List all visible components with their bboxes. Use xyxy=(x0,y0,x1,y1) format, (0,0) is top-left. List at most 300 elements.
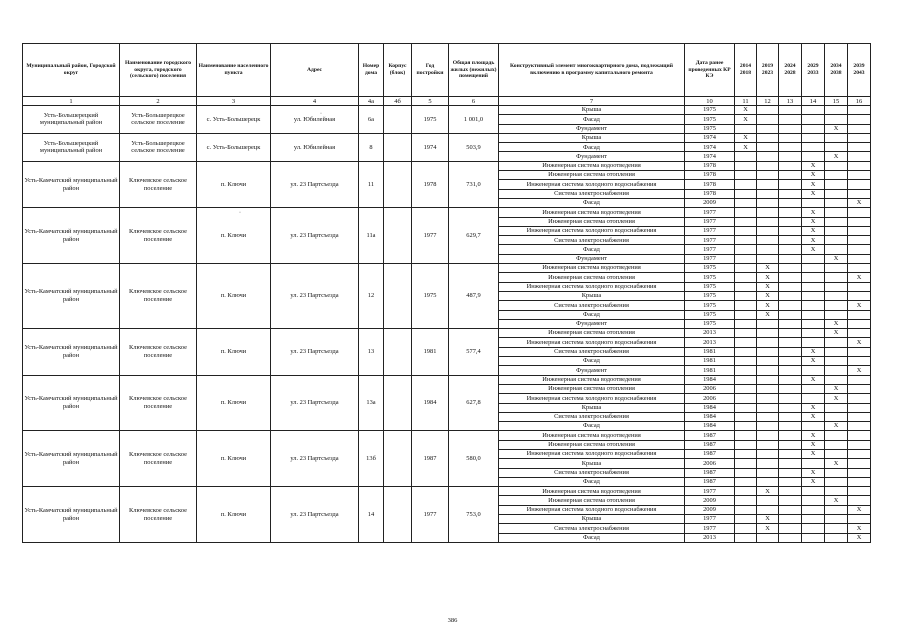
column-number: 4а xyxy=(359,97,384,106)
repair-period-mark: X xyxy=(802,431,825,440)
repair-period-cell xyxy=(848,468,871,477)
repair-period-cell xyxy=(779,403,802,412)
repair-period-cell xyxy=(757,245,779,254)
header-settlement: Наименование городского округа, городского (сельского) поселения xyxy=(120,44,197,97)
address-cell: ул. 23 Партсъезда xyxy=(271,329,359,375)
repair-period-cell xyxy=(779,468,802,477)
repair-period-cell xyxy=(825,273,848,282)
repair-period-cell xyxy=(757,115,779,124)
repair-period-mark: X xyxy=(802,226,825,235)
year-built-cell: 1981 xyxy=(412,329,449,375)
column-number: 11 xyxy=(735,97,757,106)
block-cell xyxy=(384,375,412,431)
district-cell: Усть-Большерецкий муниципальный район xyxy=(23,106,120,134)
repair-period-cell xyxy=(757,124,779,133)
repair-period-mark: X xyxy=(848,533,871,542)
repair-period-cell xyxy=(848,236,871,245)
repair-period-cell xyxy=(848,217,871,226)
repair-period-mark: X xyxy=(757,310,779,319)
previous-repair-date-cell: 2006 xyxy=(685,384,735,393)
repair-period-cell xyxy=(825,236,848,245)
previous-repair-date-cell: 1977 xyxy=(685,487,735,496)
repair-period-cell xyxy=(825,366,848,375)
repair-period-mark: X xyxy=(848,198,871,207)
address-cell: ул. Юбилейная xyxy=(271,133,359,161)
structural-element-cell: Система электроснабжения xyxy=(499,189,685,198)
repair-period-cell xyxy=(848,440,871,449)
structural-element-cell: Инженерная система холодного водоснабжения xyxy=(499,394,685,403)
previous-repair-date-cell: 1974 xyxy=(685,152,735,161)
structural-element-cell: Инженерная система отопления xyxy=(499,273,685,282)
repair-period-mark: X xyxy=(757,515,779,524)
repair-period-cell xyxy=(779,449,802,458)
table-row xyxy=(23,375,871,384)
repair-period-cell xyxy=(825,440,848,449)
repair-period-cell xyxy=(757,198,779,207)
repair-period-cell xyxy=(735,161,757,170)
repair-period-cell xyxy=(848,477,871,486)
repair-period-cell xyxy=(757,329,779,338)
repair-period-mark: X xyxy=(757,264,779,273)
repair-period-cell xyxy=(848,384,871,393)
address-cell: ул. 23 Партсъезда xyxy=(271,431,359,487)
structural-element-cell: Крыша xyxy=(499,106,685,115)
repair-period-cell xyxy=(735,301,757,310)
structural-element-cell: Фасад xyxy=(499,115,685,124)
repair-period-cell xyxy=(802,384,825,393)
repair-period-cell xyxy=(848,394,871,403)
repair-period-mark: X xyxy=(757,273,779,282)
structural-element-cell: Фасад xyxy=(499,310,685,319)
repair-period-cell xyxy=(779,477,802,486)
structural-element-cell: Инженерная система холодного водоснабжения xyxy=(499,449,685,458)
structural-element-cell: Инженерная система холодного водоснабжения xyxy=(499,282,685,291)
repair-period-mark: X xyxy=(825,254,848,263)
repair-period-cell xyxy=(779,106,802,115)
repair-period-mark: X xyxy=(802,357,825,366)
repair-period-mark: X xyxy=(757,487,779,496)
repair-period-cell xyxy=(848,422,871,431)
repair-period-cell xyxy=(825,208,848,217)
settlement-cell: Ключевское сельское поселение xyxy=(120,329,197,375)
repair-period-cell xyxy=(825,338,848,347)
structural-element-cell: Система электроснабжения xyxy=(499,468,685,477)
district-cell: Усть-Большерецкий муниципальный район xyxy=(23,133,120,161)
year-built-cell: 1978 xyxy=(412,161,449,207)
column-number: 4б xyxy=(384,97,412,106)
previous-repair-date-cell: 1981 xyxy=(685,366,735,375)
repair-period-cell xyxy=(848,357,871,366)
repair-period-mark: X xyxy=(735,133,757,142)
repair-period-cell xyxy=(735,282,757,291)
repair-period-cell xyxy=(825,468,848,477)
previous-repair-date-cell: 1987 xyxy=(685,440,735,449)
repair-period-cell xyxy=(848,291,871,300)
previous-repair-date-cell: 1978 xyxy=(685,180,735,189)
repair-period-mark: X xyxy=(825,496,848,505)
previous-repair-date-cell: 2009 xyxy=(685,198,735,207)
structural-element-cell: Инженерная система холодного водоснабжения xyxy=(499,338,685,347)
previous-repair-date-cell: 1981 xyxy=(685,347,735,356)
previous-repair-date-cell: 1975 xyxy=(685,319,735,328)
column-number: 6 xyxy=(449,97,499,106)
repair-period-cell xyxy=(735,533,757,542)
repair-period-cell xyxy=(779,440,802,449)
year-built-cell: 1975 xyxy=(412,106,449,134)
header-period-2034-2038: 2034 2038 xyxy=(825,44,848,97)
previous-repair-date-cell: 1977 xyxy=(685,236,735,245)
header-period-2019-2023: 2019 2023 xyxy=(757,44,779,97)
repair-period-cell xyxy=(757,394,779,403)
repair-period-cell xyxy=(802,115,825,124)
locality-cell: п. Ключи xyxy=(197,329,271,375)
structural-element-cell: Фасад xyxy=(499,143,685,152)
repair-period-cell xyxy=(779,115,802,124)
repair-period-cell xyxy=(802,329,825,338)
previous-repair-date-cell: 1984 xyxy=(685,403,735,412)
header-address: Адрес xyxy=(271,44,359,97)
repair-period-cell xyxy=(779,152,802,161)
repair-period-cell xyxy=(735,171,757,180)
repair-period-cell xyxy=(735,254,757,263)
repair-period-cell xyxy=(825,143,848,152)
repair-period-mark: X xyxy=(802,440,825,449)
structural-element-cell: Инженерная система водоотведения xyxy=(499,487,685,496)
locality-cell: с. Усть-Большерецк xyxy=(197,133,271,161)
column-number: 14 xyxy=(802,97,825,106)
previous-repair-date-cell: 1974 xyxy=(685,143,735,152)
repair-period-cell xyxy=(779,171,802,180)
previous-repair-date-cell: 1987 xyxy=(685,468,735,477)
repair-period-cell xyxy=(757,366,779,375)
repair-period-cell xyxy=(735,273,757,282)
previous-repair-date-cell: 1987 xyxy=(685,449,735,458)
structural-element-cell: Система электроснабжения xyxy=(499,524,685,533)
repair-period-cell xyxy=(757,375,779,384)
repair-period-cell xyxy=(802,505,825,514)
settlement-cell: Ключевское сельское поселение xyxy=(120,161,197,207)
repair-period-cell xyxy=(757,189,779,198)
repair-period-cell xyxy=(735,431,757,440)
repair-period-mark: X xyxy=(825,384,848,393)
repair-period-cell xyxy=(848,375,871,384)
repair-period-cell xyxy=(757,133,779,142)
repair-period-mark: X xyxy=(825,319,848,328)
repair-period-mark: X xyxy=(802,245,825,254)
repair-period-cell xyxy=(735,468,757,477)
repair-period-mark: X xyxy=(802,412,825,421)
repair-period-cell xyxy=(825,198,848,207)
structural-element-cell: Инженерная система водоотведения xyxy=(499,161,685,170)
repair-period-cell xyxy=(735,319,757,328)
header-year-built: Год постройки xyxy=(412,44,449,97)
repair-period-cell xyxy=(848,496,871,505)
repair-period-mark: X xyxy=(802,347,825,356)
repair-period-mark: X xyxy=(848,273,871,282)
page-number: 386 xyxy=(447,617,458,624)
repair-period-mark: X xyxy=(848,301,871,310)
table-row xyxy=(23,133,871,142)
table-row xyxy=(23,264,871,273)
locality-cell: п. Ключи xyxy=(197,161,271,207)
column-number: 1 xyxy=(23,97,120,106)
repair-period-cell xyxy=(757,217,779,226)
previous-repair-date-cell: 1978 xyxy=(685,171,735,180)
repair-period-cell xyxy=(825,505,848,514)
repair-period-cell xyxy=(735,217,757,226)
settlement-cell: Ключевское сельское поселение xyxy=(120,375,197,431)
area-cell: 731,0 xyxy=(449,161,499,207)
repair-period-cell xyxy=(779,505,802,514)
district-cell: Усть-Камчатский муниципальный район xyxy=(23,329,120,375)
structural-element-cell: Фундамент xyxy=(499,254,685,263)
repair-period-cell xyxy=(735,338,757,347)
previous-repair-date-cell: 1974 xyxy=(685,133,735,142)
repair-period-cell xyxy=(735,291,757,300)
capital-repair-table xyxy=(22,43,871,543)
repair-period-cell xyxy=(779,431,802,440)
column-number: 12 xyxy=(757,97,779,106)
repair-period-cell xyxy=(735,366,757,375)
repair-period-cell xyxy=(779,161,802,170)
previous-repair-date-cell: 1987 xyxy=(685,477,735,486)
repair-period-cell xyxy=(735,394,757,403)
repair-period-cell xyxy=(757,412,779,421)
address-cell: ул. 23 Партсъезда xyxy=(271,487,359,543)
repair-period-cell xyxy=(802,301,825,310)
repair-period-cell xyxy=(848,431,871,440)
repair-period-cell xyxy=(802,394,825,403)
structural-element-cell: Инженерная система холодного водоснабжения xyxy=(499,180,685,189)
repair-period-cell xyxy=(825,180,848,189)
repair-period-cell xyxy=(825,431,848,440)
repair-period-cell xyxy=(825,133,848,142)
repair-period-cell xyxy=(825,226,848,235)
repair-period-cell xyxy=(779,394,802,403)
repair-period-mark: X xyxy=(802,236,825,245)
repair-period-cell xyxy=(735,375,757,384)
repair-period-cell xyxy=(848,515,871,524)
repair-period-cell xyxy=(735,329,757,338)
repair-period-cell xyxy=(848,133,871,142)
repair-period-cell xyxy=(802,310,825,319)
structural-element-cell: Фасад xyxy=(499,245,685,254)
repair-period-mark: X xyxy=(802,217,825,226)
repair-period-cell xyxy=(848,180,871,189)
address-cell: ул. 23 Партсъезда xyxy=(271,208,359,264)
previous-repair-date-cell: 1984 xyxy=(685,412,735,421)
settlement-cell: Усть-Большерецкое сельское поселение xyxy=(120,106,197,134)
repair-period-cell xyxy=(825,245,848,254)
previous-repair-date-cell: 1975 xyxy=(685,291,735,300)
repair-period-cell xyxy=(735,236,757,245)
repair-period-cell xyxy=(757,143,779,152)
repair-period-cell xyxy=(757,236,779,245)
repair-period-cell xyxy=(802,282,825,291)
structural-element-cell: Инженерная система отопления xyxy=(499,329,685,338)
structural-element-cell: Система электроснабжения xyxy=(499,301,685,310)
structural-element-cell: Инженерная система отопления xyxy=(499,171,685,180)
repair-period-cell xyxy=(757,347,779,356)
block-cell xyxy=(384,133,412,161)
header-previous-repair-date: Дата ранее проведенных КР КЭ xyxy=(685,44,735,97)
repair-period-cell xyxy=(757,505,779,514)
repair-period-cell xyxy=(735,422,757,431)
year-built-cell: 1977 xyxy=(412,208,449,264)
column-number: 15 xyxy=(825,97,848,106)
structural-element-cell: Система электроснабжения xyxy=(499,412,685,421)
repair-period-mark: X xyxy=(757,291,779,300)
area-cell: 627,8 xyxy=(449,375,499,431)
repair-period-cell xyxy=(802,496,825,505)
repair-period-cell xyxy=(779,310,802,319)
repair-period-cell xyxy=(757,468,779,477)
repair-period-cell xyxy=(735,152,757,161)
repair-period-cell xyxy=(825,301,848,310)
repair-period-cell xyxy=(825,487,848,496)
scan-speck: · xyxy=(239,210,241,216)
header-period-2039-2043: 2039 2043 xyxy=(848,44,871,97)
repair-period-cell xyxy=(825,515,848,524)
repair-period-cell xyxy=(802,143,825,152)
repair-period-cell xyxy=(848,254,871,263)
repair-period-cell xyxy=(735,487,757,496)
repair-period-cell xyxy=(825,403,848,412)
header-district: Муниципальный район, Городской округ xyxy=(23,44,120,97)
previous-repair-date-cell: 1977 xyxy=(685,245,735,254)
repair-period-cell xyxy=(848,412,871,421)
locality-cell: с. Усть-Большерецк xyxy=(197,106,271,134)
header-locality: Наименование населенного пункта xyxy=(197,44,271,97)
repair-period-cell xyxy=(735,440,757,449)
block-cell xyxy=(384,264,412,329)
locality-cell: п. Ключи xyxy=(197,375,271,431)
previous-repair-date-cell: 1975 xyxy=(685,124,735,133)
repair-period-cell xyxy=(735,124,757,133)
repair-period-cell xyxy=(757,533,779,542)
repair-period-mark: X xyxy=(802,375,825,384)
repair-period-mark: X xyxy=(825,329,848,338)
repair-period-cell xyxy=(779,357,802,366)
repair-period-cell xyxy=(779,375,802,384)
repair-period-cell xyxy=(848,106,871,115)
repair-period-cell xyxy=(825,115,848,124)
repair-period-cell xyxy=(735,347,757,356)
column-number: 4 xyxy=(271,97,359,106)
structural-element-cell: Крыша xyxy=(499,133,685,142)
column-number: 10 xyxy=(685,97,735,106)
repair-period-mark: X xyxy=(848,505,871,514)
repair-period-cell xyxy=(848,403,871,412)
structural-element-cell: Фасад xyxy=(499,477,685,486)
column-number: 16 xyxy=(848,97,871,106)
district-cell: Усть-Камчатский муниципальный район xyxy=(23,208,120,264)
repair-period-mark: X xyxy=(802,208,825,217)
repair-period-cell xyxy=(779,226,802,235)
structural-element-cell: Инженерная система отопления xyxy=(499,440,685,449)
table-row xyxy=(23,431,871,440)
structural-element-cell: Инженерная система водоотведения xyxy=(499,375,685,384)
year-built-cell: 1987 xyxy=(412,431,449,487)
previous-repair-date-cell: 2013 xyxy=(685,329,735,338)
repair-period-cell xyxy=(802,533,825,542)
structural-element-cell: Фундамент xyxy=(499,124,685,133)
previous-repair-date-cell: 1975 xyxy=(685,310,735,319)
block-cell xyxy=(384,431,412,487)
repair-period-cell xyxy=(779,236,802,245)
repair-period-cell xyxy=(848,329,871,338)
column-number: 5 xyxy=(412,97,449,106)
house-number-cell: 11а xyxy=(359,208,384,264)
repair-period-mark: X xyxy=(802,468,825,477)
locality-cell: п. Ключи xyxy=(197,208,271,264)
repair-period-cell xyxy=(825,412,848,421)
repair-period-cell xyxy=(779,254,802,263)
repair-period-cell xyxy=(825,161,848,170)
repair-period-cell xyxy=(825,524,848,533)
scan-speck: · xyxy=(320,111,322,117)
repair-period-cell xyxy=(757,152,779,161)
structural-element-cell: Система электроснабжения xyxy=(499,347,685,356)
house-number-cell: 13 xyxy=(359,329,384,375)
repair-period-cell xyxy=(779,282,802,291)
repair-period-cell xyxy=(802,264,825,273)
settlement-cell: Усть-Большерецкое сельское поселение xyxy=(120,133,197,161)
previous-repair-date-cell: 1977 xyxy=(685,515,735,524)
repair-period-cell xyxy=(779,347,802,356)
area-cell: 487,9 xyxy=(449,264,499,329)
repair-period-cell xyxy=(779,291,802,300)
repair-period-cell xyxy=(848,143,871,152)
house-number-cell: 6а xyxy=(359,106,384,134)
block-cell xyxy=(384,208,412,264)
repair-period-cell xyxy=(779,487,802,496)
previous-repair-date-cell: 1984 xyxy=(685,375,735,384)
previous-repair-date-cell: 1981 xyxy=(685,357,735,366)
previous-repair-date-cell: 1984 xyxy=(685,422,735,431)
repair-period-cell xyxy=(848,152,871,161)
repair-period-cell xyxy=(757,319,779,328)
area-cell: 577,4 xyxy=(449,329,499,375)
repair-period-cell xyxy=(757,226,779,235)
repair-period-cell xyxy=(848,124,871,133)
repair-period-cell xyxy=(779,366,802,375)
repair-period-cell xyxy=(825,217,848,226)
settlement-cell: Ключевское сельское поселение xyxy=(120,264,197,329)
previous-repair-date-cell: 1975 xyxy=(685,264,735,273)
repair-period-mark: X xyxy=(735,106,757,115)
repair-period-cell xyxy=(757,161,779,170)
repair-period-cell xyxy=(779,189,802,198)
repair-period-cell xyxy=(757,384,779,393)
repair-period-cell xyxy=(802,524,825,533)
column-number: 2 xyxy=(120,97,197,106)
repair-period-cell xyxy=(848,226,871,235)
repair-period-mark: X xyxy=(735,143,757,152)
year-built-cell: 1974 xyxy=(412,133,449,161)
header-period-2029-2033: 2029 2033 xyxy=(802,44,825,97)
repair-period-cell xyxy=(802,152,825,161)
district-cell: Усть-Камчатский муниципальный район xyxy=(23,375,120,431)
repair-period-cell xyxy=(848,319,871,328)
structural-element-cell: Система электроснабжения xyxy=(499,236,685,245)
repair-period-mark: X xyxy=(757,524,779,533)
repair-period-cell xyxy=(802,515,825,524)
repair-period-cell xyxy=(757,254,779,263)
table-row xyxy=(23,106,871,115)
repair-period-cell xyxy=(757,431,779,440)
previous-repair-date-cell: 2009 xyxy=(685,496,735,505)
